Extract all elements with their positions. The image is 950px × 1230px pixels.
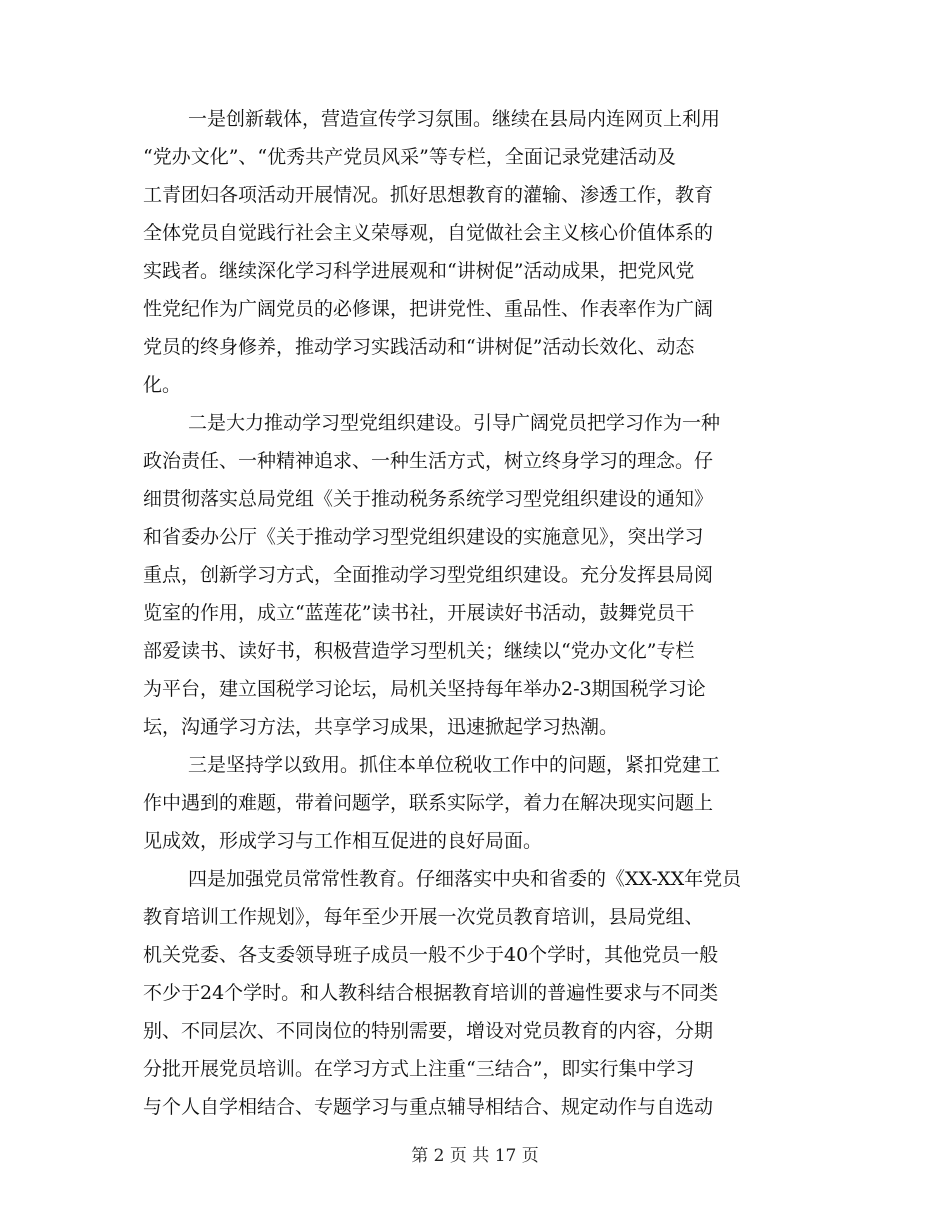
- paragraph-4-line-7: 与个人自学相结合、专题学习与重点辅导相结合、规定动作与自选动: [143, 1096, 714, 1118]
- paragraph-2-line-2: 政治责任、一种精神追求、一种生活方式，树立终身学习的理念。仔: [143, 450, 714, 472]
- paragraph-4-line-6: 分批开展党员培训。在学习方式上注重“三结合”，即实行集中学习: [143, 1058, 695, 1080]
- paragraph-3-line-2: 作中遇到的难题，带着问题学，联系实际学，着力在解决现实问题上: [143, 792, 714, 814]
- paragraph-1-line-3: 工青团妇各项活动开展情况。抓好思想教育的灌输、渗透工作，教育: [143, 184, 714, 206]
- paragraph-2-line-9: 坛，沟通学习方法，共享学习成果，迅速掀起学习热潮。: [143, 716, 619, 738]
- paragraph-1-line-6: 性党纪作为广阔党员的必修课，把讲党性、重品性、作表率作为广阔: [143, 298, 714, 320]
- paragraph-4-line-1: 四是加强党员常常性教育。仔细落实中央和省委的《XX-XX年党员: [188, 868, 742, 890]
- paragraph-2-line-1: 二是大力推动学习型党组织建设。引导广阔党员把学习作为一种: [188, 412, 721, 434]
- paragraph-1-line-7: 党员的终身修养，推动学习实践活动和“讲树促”活动长效化、动态: [143, 336, 695, 358]
- paragraph-4-line-2: 教育培训工作规划》，每年至少开展一次党员教育培训，县局党组、: [143, 906, 704, 928]
- paragraph-2-line-4: 和省委办公厅《关于推动学习型党组织建设的实施意见》，突出学习: [143, 526, 704, 548]
- paragraph-1-line-2: “党办文化”、“优秀共产党员风采”等专栏，全面记录党建活动及: [143, 146, 676, 168]
- paragraph-4-line-3: 机关党委、各支委领导班子成员一般不少于40个学时，其他党员一般: [143, 944, 719, 966]
- page-number-footer: 第 2 页 共 17 页: [411, 1146, 539, 1166]
- paragraph-2-line-3: 细贯彻落实总局党组《关于推动税务系统学习型党组织建设的通知》: [143, 488, 714, 510]
- paragraph-1-line-5: 实践者。继续深化学习科学进展观和“讲树促”活动成果，把党风党: [143, 260, 695, 282]
- paragraph-1-line-1: 一是创新载体，营造宣传学习氛围。继续在县局内连网页上利用: [188, 108, 721, 130]
- paragraph-3-line-1: 三是坚持学以致用。抓住本单位税收工作中的问题，紧扣党建工: [188, 754, 721, 776]
- paragraph-2-line-7: 部爱读书、读好书，积极营造学习型机关；继续以“党办文化”专栏: [143, 640, 695, 662]
- paragraph-4-line-5: 别、不同层次、不同岗位的特别需要，增设对党员教育的内容，分期: [143, 1020, 714, 1042]
- paragraph-3-line-3: 见成效，形成学习与工作相互促进的良好局面。: [143, 830, 543, 852]
- paragraph-1-line-4: 全体党员自觉践行社会主义荣辱观，自觉做社会主义核心价值体系的: [143, 222, 714, 244]
- paragraph-4-line-4: 不少于24个学时。和人教科结合根据教育培训的普遍性要求与不同类: [143, 982, 719, 1004]
- paragraph-2-line-8: 为平台，建立国税学习论坛，局机关坚持每年举办2-3期国税学习论: [143, 678, 706, 700]
- paragraph-2-line-6: 览室的作用，成立“蓝莲花”读书社，开展读好书活动，鼓舞党员干: [143, 602, 695, 624]
- document-body: [143, 100, 811, 1126]
- paragraph-1-line-8: 化。: [143, 374, 182, 396]
- paragraph-2-line-5: 重点，创新学习方式，全面推动学习型党组织建设。充分发挥县局阅: [143, 564, 714, 586]
